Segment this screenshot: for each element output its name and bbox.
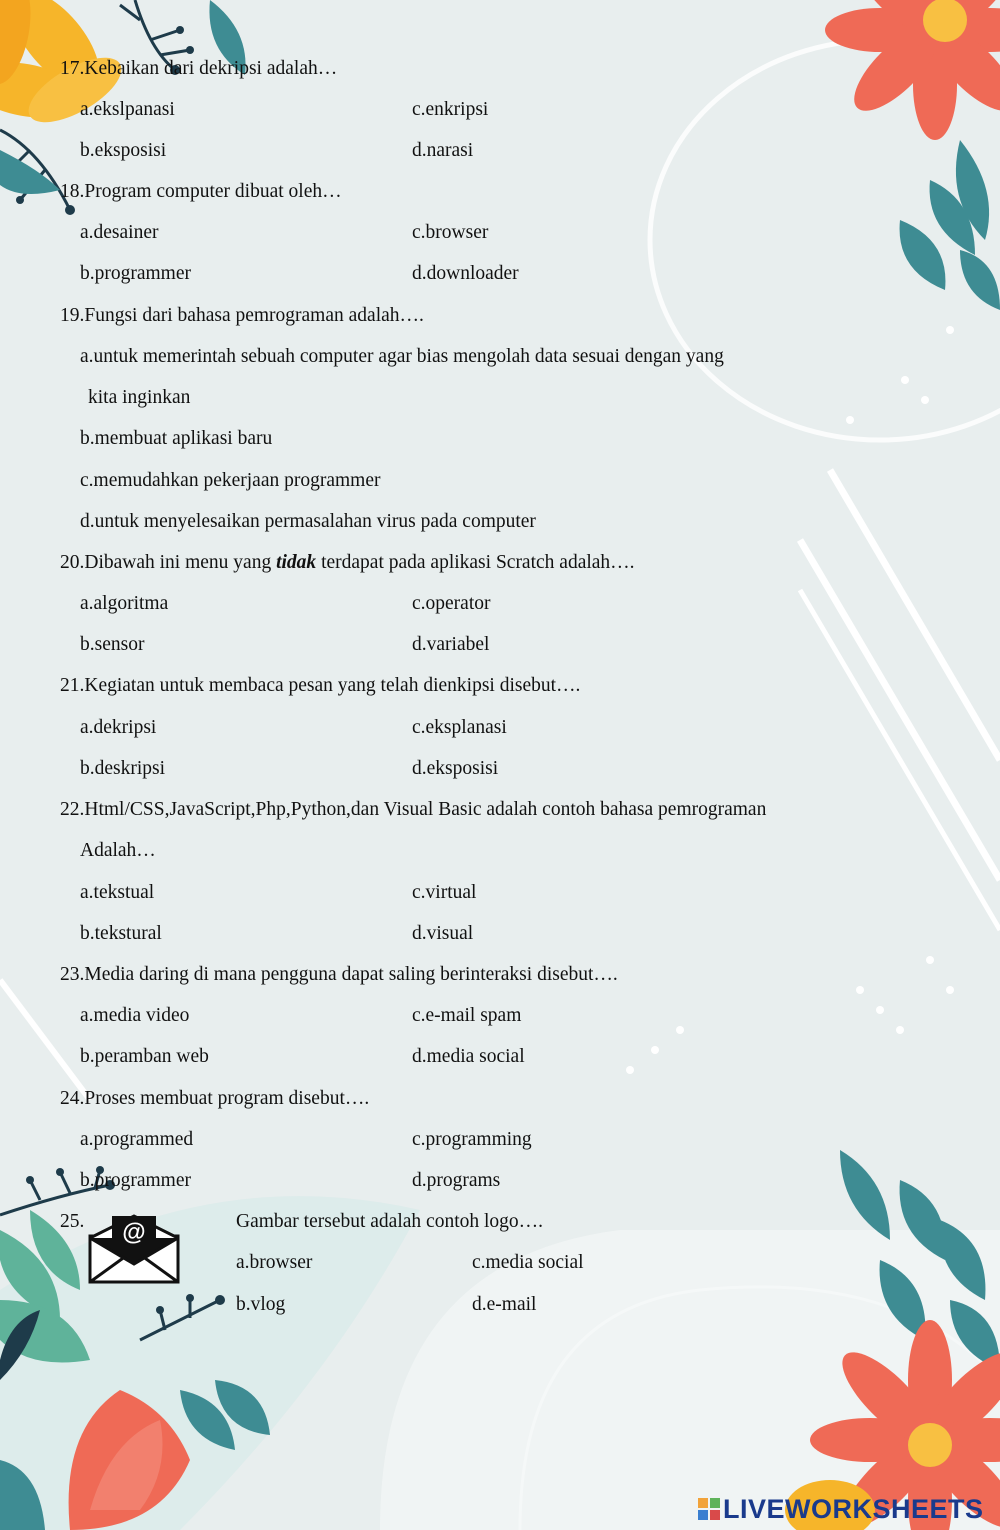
q23-option-c[interactable]: c.e-mail spam xyxy=(412,1005,522,1026)
q20-stem-start: 20.Dibawah ini menu yang xyxy=(60,552,277,573)
q17-option-d[interactable]: d.narasi xyxy=(412,140,474,161)
q21-option-a[interactable]: a.dekripsi xyxy=(80,717,157,738)
q22-option-c[interactable]: c.virtual xyxy=(412,882,477,903)
q20-stem-end: terdapat pada aplikasi Scratch adalah…. xyxy=(316,552,635,573)
q25-option-d[interactable]: d.e-mail xyxy=(472,1294,537,1315)
q24-option-a[interactable]: a.programmed xyxy=(80,1129,194,1150)
question-19-stem: 19.Fungsi dari bahasa pemrograman adalah…. xyxy=(60,305,424,326)
email-at-symbol: @ xyxy=(122,1219,146,1246)
q19-option-a-continued: kita inginkan xyxy=(88,387,191,408)
q25-option-a[interactable]: a.browser xyxy=(236,1252,313,1273)
q18-option-d[interactable]: d.downloader xyxy=(412,263,519,284)
question-22-stem: 22.Html/CSS,JavaScript,Php,Python,dan Visual Basic adalah contoh bahasa pemrograman xyxy=(60,799,767,820)
q20-option-c[interactable]: c.operator xyxy=(412,593,491,614)
q18-option-c[interactable]: c.browser xyxy=(412,222,489,243)
question-25-number: 25. xyxy=(60,1211,85,1232)
q19-option-b[interactable]: b.membuat aplikasi baru xyxy=(80,428,273,449)
email-envelope-icon xyxy=(88,1208,180,1284)
q19-option-d[interactable]: d.untuk menyelesaikan permasalahan virus pada computer xyxy=(80,511,536,532)
q20-option-b[interactable]: b.sensor xyxy=(80,634,145,655)
q22-option-d[interactable]: d.visual xyxy=(412,923,474,944)
q23-option-a[interactable]: a.media video xyxy=(80,1005,190,1026)
q25-option-b[interactable]: b.vlog xyxy=(236,1294,286,1315)
q24-option-c[interactable]: c.programming xyxy=(412,1129,532,1150)
q21-option-c[interactable]: c.eksplanasi xyxy=(412,717,507,738)
q25-option-c[interactable]: c.media social xyxy=(472,1252,584,1273)
q18-option-a[interactable]: a.desainer xyxy=(80,222,159,243)
question-25-stem: Gambar tersebut adalah contoh logo…. xyxy=(236,1211,544,1232)
q22-option-b[interactable]: b.tekstural xyxy=(80,923,162,944)
q20-stem-emphasis: tidak xyxy=(276,552,317,573)
question-23-stem: 23.Media daring di mana pengguna dapat saling berinteraksi disebut…. xyxy=(60,964,618,985)
q17-option-b[interactable]: b.eksposisi xyxy=(80,140,167,161)
q24-option-b[interactable]: b.programmer xyxy=(80,1170,192,1191)
question-21-stem: 21.Kegiatan untuk membaca pesan yang telah dienkipsi disebut…. xyxy=(60,675,581,696)
question-20-stem xyxy=(60,551,635,575)
q22-option-a[interactable]: a.tekstual xyxy=(80,882,155,903)
q19-option-c[interactable]: c.memudahkan pekerjaan programmer xyxy=(80,470,381,491)
liveworksheets-logo-icon xyxy=(698,1498,720,1520)
liveworksheets-brand[interactable] xyxy=(698,1494,984,1524)
question-24-stem: 24.Proses membuat program disebut…. xyxy=(60,1088,370,1109)
q18-option-b[interactable]: b.programmer xyxy=(80,263,192,284)
question-18-stem: 18.Program computer dibuat oleh… xyxy=(60,181,342,202)
q20-option-d[interactable]: d.variabel xyxy=(412,634,490,655)
q17-option-c[interactable]: c.enkripsi xyxy=(412,99,489,120)
brand-name: LIVEWORKSHEETS xyxy=(723,1493,984,1524)
q23-option-d[interactable]: d.media social xyxy=(412,1046,525,1067)
question-22-stem-continued: Adalah… xyxy=(80,840,156,861)
q19-option-a[interactable]: a.untuk memerintah sebuah computer agar bias mengolah data sesuai dengan yang xyxy=(80,346,724,367)
q23-option-b[interactable]: b.peramban web xyxy=(80,1046,209,1067)
q20-option-a[interactable]: a.algoritma xyxy=(80,593,169,614)
q21-option-d[interactable]: d.eksposisi xyxy=(412,758,499,779)
q17-option-a[interactable]: a.ekslpanasi xyxy=(80,99,175,120)
q24-option-d[interactable]: d.programs xyxy=(412,1170,501,1191)
q21-option-b[interactable]: b.deskripsi xyxy=(80,758,166,779)
question-17-stem: 17.Kebaikan dari dekripsi adalah… xyxy=(60,58,338,79)
